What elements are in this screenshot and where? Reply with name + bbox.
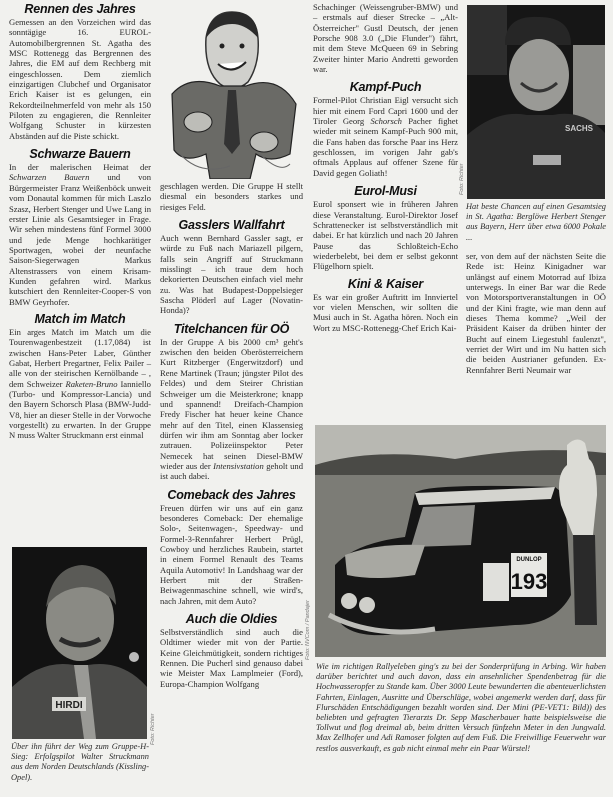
- headline-schwarze-bauern: Schwarze Bauern: [29, 147, 131, 162]
- portrait-illustration: [467, 5, 605, 199]
- article-eurol-musi: Eurol sponsert wie in früheren Jahren diese Veranstaltung. Eurol-Direktor Josef Schrattenecker ist selbstverständlich mit dabei. Er hat kürzlich und nach 20 Jahren Pause das Schloßteich-Echo wiederbelebt, bei dem er selbst gekonnt Flügelhorn spielt.: [313, 199, 458, 272]
- sponsor-text: DUNLOP: [516, 557, 542, 563]
- column-1: [9, 2, 151, 441]
- text: Ein arges Match im Match um die Tourenwagenbestzeit (1.17,084) ist zwischen Hans-Peter Laber, Günther Gabat, Herbert Pregartner, Felix Pailer – alle von der steirischen Kernölbande – , dem Schweizer: [9, 326, 151, 389]
- caption-text: Über ihn führt der Weg zum Gruppe-H-Sieg: Erfolgspilot Walter Struckmann aus dem Norden Deutschlands (Kissling-Opel).: [11, 742, 149, 782]
- headline-rennen-des-jahres: Rennen des Jahres: [24, 2, 136, 16]
- caricature-illustration: [160, 4, 303, 179]
- article-comeback-des-jahres: Freuen dürfen wir uns auf ein ganz besonderes Comeback: Der ehemalige Solo-, Seitenwagen-, Speedway- und Formel-3-Rennfahrer Herbert Prügl, Cowboy und herzliches Raubein, startet in einem Formel Renault des Teams Aquila Automotiv! In Landshaag war der Herbert mit der Straßen-Beiwagenmaschine schnell, wie wird's, nach Jahren, mit dem Auto?: [160, 502, 303, 606]
- column-3: [313, 2, 458, 333]
- article-kini-kaiser: Es war ein großer Auftritt im Innviertel vor vielen Menschen, wir sollten die Musi auch in St. Agatha hören. Noch ein Wort zu MSC-Rottenegg-Chef Erich Kai-: [313, 291, 458, 333]
- emphasis: Schorsch: [370, 116, 402, 127]
- text: geholt und ist auch dabei.: [160, 460, 303, 482]
- headline-eurol-musi: Eurol-Musi: [354, 184, 417, 199]
- article-titelchancen: [160, 337, 303, 482]
- article-kini-kaiser-continued: ser, von dem auf der nächsten Seite die Rede ist: Heinz Kinigadner war unlängst auf einem Motorrad auf Ibiza unterwegs. In einer Bar war die Rede von Motorsportveranstaltungen in OÖ und der Kini fragte, wie man denn auf dieses Thema komme? „Weil der Präsident Kaiser da drüben hinter der Bucht auf einem Liegestuhl faulenzt", verriet der Wirt und im Nu hatten sich die beiden Austrianer gefunden. Ex-Rennfahrer Berti Neumair war: [466, 250, 606, 375]
- photo-walter-struckmann: [12, 547, 147, 739]
- article-auch-die-oldies: Selbstverständlich sind auch die Oldtimer wieder mit von der Partie. Keine Gleichmütigkeit, sondern richtiges Rennen. Die Pucherl sind genauso dabei wie Meister Max Lamplmeier (Ford), Europa-Champion Wolfgang: [160, 627, 303, 689]
- article-match-im-match: [9, 327, 151, 441]
- hirdi-patch-text: HIRDI: [55, 700, 83, 711]
- text: In der Gruppe A bis 2000 cm³ geht's zwischen den beiden Oberösterreichern Kurt Ritzberger (Engerwitzdorf) und Rene Martinek (Traun; jüngster Pilot des Feldes) und dem Steirer Christian Schweiger um die Meisterkrone; knapp und spannend! Dreifach-Champion Fredy Fischer hat heuer keine Chance mehr auf den Titel, einen Klassensieg dürfen wir ihm am Sonntag aber locker zutrauen. Polizeiinspektor Peter Nemecek hat seinen Diesel-BMW wieder aus der: [160, 336, 303, 471]
- photo-credit-stenger: Foto: Richter: [459, 163, 465, 195]
- caption-text: Wie im richtigen Rallyeleben ging's zu bei der Sonderprüfung in Arbing. Wir haben darüber berichtet und auch davon, dass ein ansehnlicher Spendenbetrag für die Hochwasseropfer zu Stande kam. Über 3000 Leute bewunderten die abenteuerlichsten Fahrten, Einlagen, Ausritte und Überschläge, wobei angemerkt werden darf, dass für Flurschäden Entschädigungen bezahlt worden sind. Der Mini (PE-VET1: Bild)) des beliebten und gefragten Tierarzts Dr. Sepp Mascherbauer hatte beispielsweise die Tollwut und flog dreimal ab, beim dritten Versuch fünfzehn Meter in den Jungwald. Max Zellhofer und Adi Ramoser folgten auf dem Fuß. Die Freiwillige Feuerwehr war restlos ausverkauft, es gab nicht einmal mehr ein Paar Würstel!: [316, 662, 606, 753]
- emphasis: Raketen-Bruno: [65, 378, 118, 389]
- photo-credit-rally: Foto: NVCom / Pandajer: [305, 600, 311, 660]
- headline-kini-kaiser: Kini & Kaiser: [347, 276, 424, 291]
- text: Formel-Pilot Christian Eigl versucht sich hier mit einem Ford Capri 1600 und der Tiroler Georg: [313, 95, 458, 127]
- caption-struckmann: [11, 742, 149, 783]
- photo-credit-struckmann: Foto: Richter: [150, 713, 156, 745]
- article-schwarze-bauern: [9, 162, 151, 307]
- headline-gasslers-wallfahrt: Gasslers Wallfahrt: [178, 218, 285, 233]
- emphasis: Schwarzen Bauern: [9, 172, 90, 183]
- text: In der malerischen Heimat der: [9, 162, 151, 173]
- emphasis: Intensivstation: [213, 460, 264, 471]
- caption-rally: [316, 662, 606, 754]
- text: Ianniello (Turbo- und Kompressor-Lancia) und den Bayern Schorsch Plasa (BMW-Judd-V8, hier an dieser Stelle in der Vorwoche vorgestellt) zu erwarten. In der Gruppe N muss Walter Struckmann erst einmal: [9, 378, 151, 441]
- caricature-drawing: [160, 4, 303, 179]
- caption-stenger: Hat beste Chancen auf einen Gesamtsieg in St. Agatha: Berglöwe Herbert Stenger aus Bayern, Herr über etwa 6000 Pokale ...: [466, 202, 606, 242]
- column-4: [466, 202, 606, 375]
- headline-titelchancen: Titelchancen für OÖ: [173, 321, 290, 336]
- photo-rally-mini: [315, 425, 606, 657]
- headline-match-im-match: Match im Match: [34, 311, 126, 326]
- text: und von Bürgermeister Franz Weißenböck unweit vom Donautal kommen für mich Laszlo Szasz, Herbert Stenger und Uwe Lang in erster Linie als Gesamtsieger in Frage. Wir sehen mindestens fünf Formel 3000 und jede Menge hochkarätiger Sportwagen, wobei der neunfache Saison-Siegerwagen Markus Altenstrassers von einem Krisam-Kunden gefahren wird. Markus kutschiert den Rennleiter-Cooper-S von BMW Geyrhofer.: [9, 172, 152, 307]
- text: Pacher fighet wieder mit seinem Kampf-Puch 900 mit, die Fans haben das forsche Paar ins Herz geschlossen, im vorigen Jahr gab's oftmals Applaus auf offener Szene für David gegen Goliath!: [313, 116, 458, 178]
- article-gasslers-wallfahrt: Auch wenn Bernhard Gassler sagt, er würde zu Fuß nach Mariazell pilgern, falls sein Angriff auf Struckmann misslingt – ich traue dem hoch dekorierten Deutschen einfach viel mehr zu. Was hat Budapest-Doppelsieger Sascha Plöderl auf Lager (Novatin-Honda)?: [160, 233, 303, 316]
- headline-kampf-puch: Kampf-Puch: [349, 80, 422, 95]
- article-kampf-puch: [313, 95, 458, 178]
- article-rennen-des-jahres: Gemessen an den Vorzeichen wird das sonntägige 16. EUROL-Automobilbergrennen St. Agatha des MSC Rottenegg das Bergrennen des Jahres, die EM auf dem Rechberg mit eingeschlossen. Dem ziemlich einzigartigen Clubchef und Organisator Erich Kaiser ist es gelungen, ein Rekordteilnehmerfeld von mehr als 150 Piloten zu engagieren, die Rennleiter Wolfgang Schuster in kürzesten Abständen auf die Piste schickt.: [9, 17, 151, 141]
- column-2: [160, 181, 303, 689]
- article-match-im-match-continued: geschlagen werden. Die Gruppe H stellt diesmal ein besonders starkes und riesiges Feld.: [160, 181, 303, 212]
- sachs-patch-text: SACHS: [564, 124, 594, 133]
- article-auch-die-oldies-continued: Schachinger (Weissengruber-BMW) und – erstmals auf dieser Strecke – „Alt-Österreicher" Gustl Deutsch, der jenen Porsche 908 3.0 („Die Flunder") fährt, mit dem Steve McQueen 69 in Sebring Zweiter hinter Mario Andretti geworden war.: [313, 2, 458, 75]
- photo-herbert-stenger: [467, 5, 605, 199]
- headline-auch-die-oldies: Auch die Oldies: [185, 612, 278, 627]
- race-number: 193: [510, 569, 548, 594]
- portrait-illustration: [12, 547, 147, 739]
- rally-car-illustration: [315, 425, 606, 657]
- headline-comeback-des-jahres: Comeback des Jahres: [167, 487, 296, 502]
